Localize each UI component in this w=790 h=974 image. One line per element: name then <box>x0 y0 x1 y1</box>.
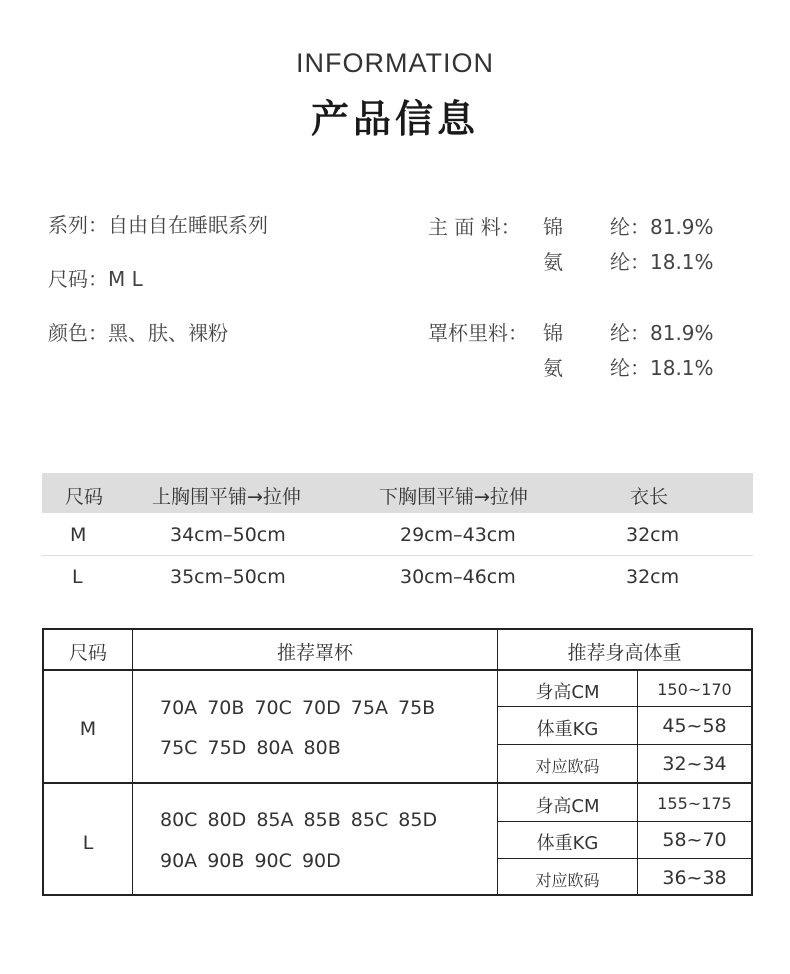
size-table-header-under-bust: 下胸围平铺→拉伸 <box>379 486 528 508</box>
main-fabric-1-name: 锦 <box>543 215 563 239</box>
size-table-header-length: 衣长 <box>630 486 669 508</box>
main-fabric-2-name: 氨 <box>543 250 563 274</box>
rec-row-l-eu-label: 对应欧码 <box>535 871 600 890</box>
rec-row-l-weight-label: 体重KG <box>536 833 599 854</box>
recommendation-table <box>42 628 753 896</box>
main-fabric-1-value: 纶：81.9% <box>610 215 714 239</box>
rec-row-l-height-value: 155~175 <box>657 794 732 813</box>
size-table-row-l-size: L <box>72 566 83 588</box>
cup-lining-2-value: 纶：18.1% <box>610 356 714 380</box>
size-table-header-size: 尺码 <box>65 486 104 508</box>
size-table-row-m-length: 32cm <box>626 524 680 546</box>
rec-header-size: 尺码 <box>68 642 107 664</box>
rec-row-m-size: M <box>79 718 97 740</box>
main-fabric-2-value: 纶：18.1% <box>610 250 714 274</box>
rec-row-m-height-label: 身高CM <box>535 682 600 703</box>
size-table-row-l-upper: 35cm–50cm <box>170 566 286 588</box>
color-text: 颜色：黑、肤、裸粉 <box>48 321 228 345</box>
rec-row-l-cups-line2: 90A 90B 90C 90D <box>160 850 341 872</box>
size-table-row-l-under: 30cm–46cm <box>400 566 516 588</box>
cup-lining-label: 罩杯里料： <box>428 321 528 345</box>
rec-row-m-weight-value: 45~58 <box>662 715 727 737</box>
rec-row-m-eu-value: 32~34 <box>662 753 727 775</box>
cup-lining-2-name: 氨 <box>543 356 563 380</box>
rec-row-m-weight-label: 体重KG <box>536 719 599 740</box>
rec-header-cup: 推荐罩杯 <box>276 642 353 664</box>
title-english: INFORMATION <box>296 48 494 78</box>
size-text: 尺码：M L <box>48 267 143 291</box>
size-table-row-m-size: M <box>70 524 87 546</box>
title-chinese: 产品信息 <box>310 97 479 141</box>
rec-row-l-weight-value: 58~70 <box>662 829 727 851</box>
series-text: 系列：自由自在睡眠系列 <box>48 213 268 237</box>
rec-row-m-cups-line2: 75C 75D 80A 80B <box>160 737 341 759</box>
rec-row-l-eu-value: 36~38 <box>662 867 727 889</box>
rec-row-l-height-label: 身高CM <box>535 796 600 817</box>
rec-row-m-height-value: 150~170 <box>657 680 732 699</box>
rec-row-l-cups-line1: 80C 80D 85A 85B 85C 85D <box>160 809 438 831</box>
size-table-row-m-under: 29cm–43cm <box>400 524 516 546</box>
rec-row-m-eu-label: 对应欧码 <box>535 757 600 776</box>
size-table-divider <box>42 555 753 556</box>
size-table-row-m-upper: 34cm–50cm <box>170 524 286 546</box>
size-table-header-upper-bust: 上胸围平铺→拉伸 <box>152 486 301 508</box>
main-fabric-label: 主 面 料： <box>428 215 521 239</box>
size-table-row-l-length: 32cm <box>626 566 680 588</box>
rec-row-l-size: L <box>82 832 94 854</box>
cup-lining-1-value: 纶：81.9% <box>610 321 714 345</box>
cup-lining-1-name: 锦 <box>543 321 563 345</box>
rec-row-m-cups-line1: 70A 70B 70C 70D 75A 75B <box>160 697 436 719</box>
rec-header-body: 推荐身高体重 <box>567 642 682 664</box>
